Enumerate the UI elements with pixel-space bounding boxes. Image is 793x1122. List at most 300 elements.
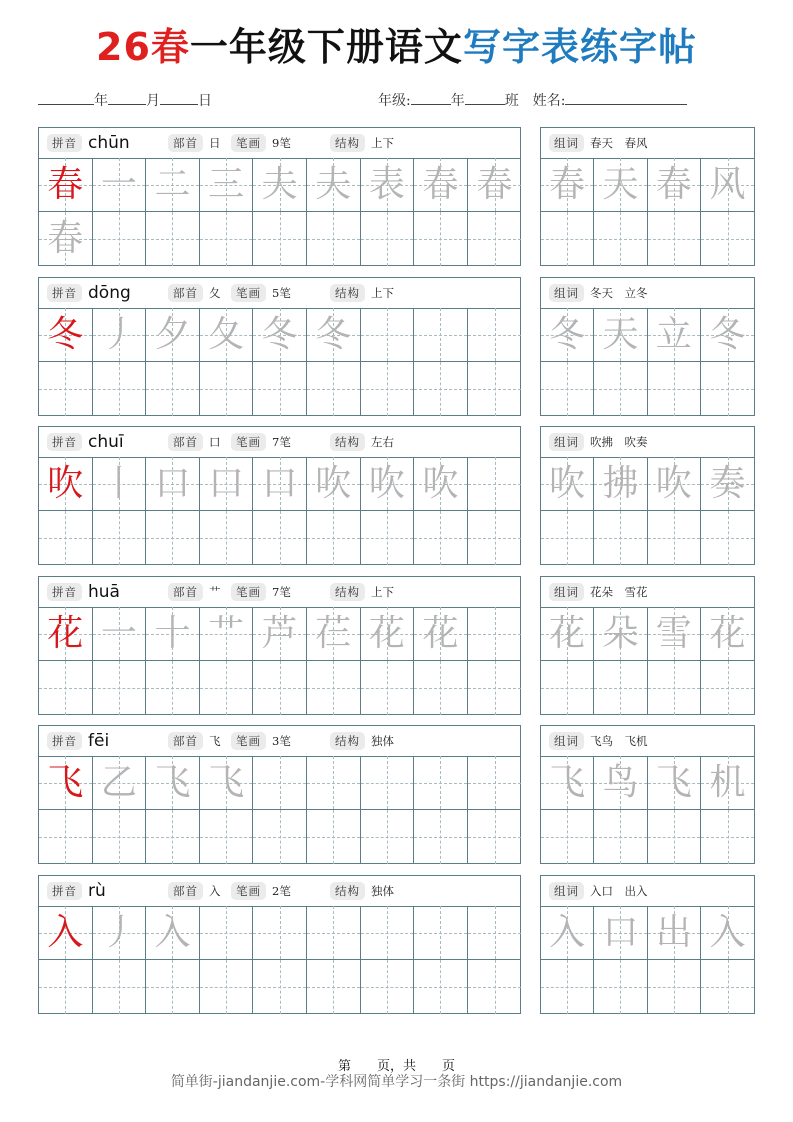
year-label: 年 — [94, 93, 108, 109]
word-writing-cell[interactable] — [541, 511, 594, 565]
trace-character: 表 — [368, 163, 405, 205]
writing-cell[interactable] — [39, 661, 93, 715]
radical-value: 飞 — [209, 734, 221, 748]
writing-cell[interactable] — [361, 158, 415, 212]
writing-cell[interactable] — [93, 607, 147, 661]
word-writing-cell[interactable] — [648, 756, 701, 810]
word-writing-cell[interactable] — [648, 308, 701, 362]
model-character: 入 — [47, 911, 84, 953]
writing-cell[interactable] — [39, 607, 93, 661]
pinyin-label: 拼音 — [47, 134, 82, 152]
word-writing-cell[interactable] — [701, 457, 754, 511]
writing-cell[interactable] — [307, 457, 361, 511]
word-writing-cell[interactable] — [594, 308, 647, 362]
pinyin-label: 拼音 — [47, 583, 82, 601]
character-block — [38, 576, 521, 715]
trace-character: 飞 — [655, 761, 692, 803]
writing-cell[interactable] — [361, 906, 415, 960]
radical-label: 部首 — [168, 732, 203, 750]
writing-cell[interactable] — [93, 457, 147, 511]
trace-character: 机 — [709, 761, 746, 803]
writing-cell[interactable] — [307, 906, 361, 960]
writing-cell[interactable] — [146, 511, 200, 565]
writing-cell[interactable] — [93, 511, 147, 565]
trace-character: 奏 — [709, 462, 746, 504]
writing-cell[interactable] — [93, 960, 147, 1014]
strokes-value: 7笔 — [272, 585, 291, 599]
trace-character: 夫 — [315, 163, 352, 205]
words-label: 组词 — [549, 284, 584, 302]
words-value: 入口 出入 — [590, 884, 648, 898]
writing-cell[interactable] — [414, 661, 468, 715]
words-grid — [541, 457, 754, 565]
writing-cell[interactable] — [253, 362, 307, 416]
word-writing-cell[interactable] — [648, 212, 701, 266]
words-label: 组词 — [549, 433, 584, 451]
word-writing-cell[interactable] — [648, 810, 701, 864]
pinyin-value: fēi — [88, 731, 110, 751]
strokes-label: 笔画 — [231, 134, 266, 152]
word-writing-cell[interactable] — [701, 362, 754, 416]
trace-character: 花 — [368, 612, 405, 654]
strokes-label: 笔画 — [231, 284, 266, 302]
strokes-label: 笔画 — [231, 732, 266, 750]
trace-character: 春 — [655, 163, 692, 205]
word-writing-cell[interactable] — [541, 661, 594, 715]
writing-cell[interactable] — [468, 607, 522, 661]
trace-character: 一 — [100, 612, 137, 654]
words-value: 飞鸟 飞机 — [590, 734, 648, 748]
writing-cell[interactable] — [93, 308, 147, 362]
words-grid — [541, 756, 754, 864]
words-header — [541, 128, 754, 159]
words-grid — [541, 308, 754, 416]
trace-character: 夫 — [261, 163, 298, 205]
character-block — [38, 426, 521, 565]
word-writing-cell[interactable] — [594, 212, 647, 266]
word-writing-cell[interactable] — [648, 960, 701, 1014]
writing-cell[interactable] — [93, 158, 147, 212]
trace-character: 冬 — [549, 313, 586, 355]
writing-cell[interactable] — [468, 810, 522, 864]
writing-cell[interactable] — [361, 308, 415, 362]
word-writing-cell[interactable] — [594, 607, 647, 661]
writing-cell[interactable] — [93, 810, 147, 864]
writing-cell[interactable] — [93, 756, 147, 810]
writing-cell[interactable] — [253, 308, 307, 362]
words-label: 组词 — [549, 732, 584, 750]
radical-value: 艹 — [209, 585, 221, 599]
radical-value: 入 — [209, 884, 221, 898]
site-footer: 简单街-jiandanjie.com-学科网简单学习一条街 https://jiandanjie.com — [170, 1074, 623, 1090]
writing-cell[interactable] — [146, 308, 200, 362]
pinyin-value: rù — [88, 881, 106, 901]
pinyin-value: chuī — [88, 432, 124, 452]
words-grid — [541, 158, 754, 266]
grade-blank[interactable] — [411, 90, 451, 105]
writing-cell[interactable] — [253, 607, 307, 661]
day-blank[interactable] — [160, 90, 198, 105]
writing-cell[interactable] — [307, 756, 361, 810]
word-writing-cell[interactable] — [541, 308, 594, 362]
strokes-value: 5笔 — [272, 286, 291, 300]
writing-cell[interactable] — [361, 457, 415, 511]
trace-character: 十 — [154, 612, 191, 654]
word-writing-cell[interactable] — [701, 810, 754, 864]
trace-character: 天 — [602, 163, 639, 205]
writing-cell[interactable] — [468, 756, 522, 810]
writing-cell[interactable] — [200, 906, 254, 960]
writing-cell[interactable] — [253, 661, 307, 715]
word-writing-cell[interactable] — [541, 457, 594, 511]
trace-character: 吹 — [549, 462, 586, 504]
trace-character: 吹 — [315, 462, 352, 504]
writing-cell[interactable] — [253, 158, 307, 212]
writing-cell[interactable] — [93, 362, 147, 416]
writing-cell[interactable] — [361, 661, 415, 715]
writing-grid — [39, 457, 521, 565]
trace-character: 二 — [154, 163, 191, 205]
writing-cell[interactable] — [146, 756, 200, 810]
writing-cell[interactable] — [414, 810, 468, 864]
writing-cell[interactable] — [414, 607, 468, 661]
trace-character: 丿 — [100, 313, 137, 355]
writing-cell[interactable] — [361, 810, 415, 864]
trace-character: 乙 — [100, 761, 137, 803]
writing-cell[interactable] — [253, 511, 307, 565]
trace-character: 花 — [422, 612, 459, 654]
writing-cell[interactable] — [307, 810, 361, 864]
words-block — [540, 576, 755, 715]
writing-cell[interactable] — [361, 960, 415, 1014]
word-writing-cell[interactable] — [594, 810, 647, 864]
writing-cell[interactable] — [253, 756, 307, 810]
pinyin-label: 拼音 — [47, 284, 82, 302]
writing-cell[interactable] — [414, 212, 468, 266]
trace-character: 春 — [476, 163, 513, 205]
trace-character: 艹 — [208, 612, 245, 654]
trace-character: 冬 — [261, 313, 298, 355]
writing-cell[interactable] — [93, 212, 147, 266]
name-blank[interactable] — [565, 90, 687, 105]
word-writing-cell[interactable] — [594, 756, 647, 810]
writing-cell[interactable] — [253, 906, 307, 960]
writing-cell[interactable] — [307, 158, 361, 212]
writing-grid — [39, 756, 521, 864]
writing-cell[interactable] — [93, 906, 147, 960]
trace-character: 入 — [709, 911, 746, 953]
writing-cell[interactable] — [307, 661, 361, 715]
writing-cell[interactable] — [468, 362, 522, 416]
words-value: 吹拂 吹奏 — [590, 435, 648, 449]
strokes-label: 笔画 — [231, 583, 266, 601]
model-character: 花 — [47, 612, 84, 654]
word-writing-cell[interactable] — [701, 158, 754, 212]
word-writing-cell[interactable] — [701, 960, 754, 1014]
writing-cell[interactable] — [307, 511, 361, 565]
trace-character: 丨 — [100, 462, 137, 504]
word-writing-cell[interactable] — [594, 511, 647, 565]
trace-character: 丿 — [100, 911, 137, 953]
writing-cell[interactable] — [307, 607, 361, 661]
strokes-label: 笔画 — [231, 882, 266, 900]
trace-character: 三 — [208, 163, 245, 205]
writing-cell[interactable] — [146, 457, 200, 511]
word-writing-cell[interactable] — [701, 511, 754, 565]
words-value: 春天 春风 — [590, 136, 648, 150]
writing-cell[interactable] — [39, 158, 93, 212]
writing-cell[interactable] — [414, 457, 468, 511]
character-block — [38, 127, 521, 266]
writing-cell[interactable] — [307, 960, 361, 1014]
trace-character: 冬 — [315, 313, 352, 355]
trace-character: 芦 — [261, 612, 298, 654]
word-writing-cell[interactable] — [594, 661, 647, 715]
day-label: 日 — [198, 93, 212, 109]
trace-character: 夕 — [154, 313, 191, 355]
model-character: 春 — [47, 163, 84, 205]
writing-cell[interactable] — [307, 212, 361, 266]
writing-grid — [39, 158, 521, 266]
radical-label: 部首 — [168, 433, 203, 451]
words-block — [540, 725, 755, 864]
words-value: 冬天 立冬 — [590, 286, 648, 300]
writing-cell[interactable] — [200, 511, 254, 565]
trace-character: 冬 — [709, 313, 746, 355]
trace-character: 口 — [602, 911, 639, 953]
word-writing-cell[interactable] — [648, 158, 701, 212]
writing-cell[interactable] — [39, 906, 93, 960]
title-subject: 写字表练字帖 — [462, 25, 697, 69]
structure-value: 左右 — [371, 435, 394, 449]
writing-cell[interactable] — [361, 607, 415, 661]
word-writing-cell[interactable] — [701, 212, 754, 266]
word-writing-cell[interactable] — [594, 960, 647, 1014]
writing-cell[interactable] — [253, 212, 307, 266]
character-info-header — [39, 577, 520, 608]
year-blank[interactable] — [38, 90, 94, 105]
radical-label: 部首 — [168, 284, 203, 302]
structure-value: 独体 — [371, 734, 394, 748]
structure-label: 结构 — [330, 433, 365, 451]
writing-cell[interactable] — [361, 756, 415, 810]
writing-cell[interactable] — [39, 756, 93, 810]
writing-cell[interactable] — [146, 362, 200, 416]
radical-label: 部首 — [168, 134, 203, 152]
word-writing-cell[interactable] — [541, 756, 594, 810]
word-writing-cell[interactable] — [541, 362, 594, 416]
trace-character: 朵 — [602, 612, 639, 654]
word-writing-cell[interactable] — [701, 308, 754, 362]
word-writing-cell[interactable] — [701, 661, 754, 715]
month-label: 月 — [146, 93, 160, 109]
trace-character: 入 — [549, 911, 586, 953]
trace-character: 吹 — [655, 462, 692, 504]
writing-cell[interactable] — [200, 607, 254, 661]
word-writing-cell[interactable] — [648, 457, 701, 511]
writing-cell[interactable] — [414, 362, 468, 416]
words-block — [540, 277, 755, 416]
writing-cell[interactable] — [468, 308, 522, 362]
writing-cell[interactable] — [414, 308, 468, 362]
writing-cell[interactable] — [146, 158, 200, 212]
structure-value: 上下 — [371, 585, 394, 599]
writing-cell[interactable] — [39, 810, 93, 864]
writing-cell[interactable] — [39, 511, 93, 565]
writing-cell[interactable] — [307, 308, 361, 362]
writing-cell[interactable] — [200, 960, 254, 1014]
word-writing-cell[interactable] — [541, 906, 594, 960]
writing-cell[interactable] — [468, 511, 522, 565]
writing-grid — [39, 906, 521, 1014]
strokes-value: 7笔 — [272, 435, 291, 449]
words-header — [541, 278, 754, 309]
writing-cell[interactable] — [414, 906, 468, 960]
word-writing-cell[interactable] — [541, 158, 594, 212]
writing-cell[interactable] — [146, 906, 200, 960]
trace-character: 春 — [422, 163, 459, 205]
trace-character: 春 — [47, 218, 84, 259]
word-writing-cell[interactable] — [648, 362, 701, 416]
writing-cell[interactable] — [468, 457, 522, 511]
writing-cell[interactable] — [146, 810, 200, 864]
writing-cell[interactable] — [146, 212, 200, 266]
word-writing-cell[interactable] — [701, 756, 754, 810]
trace-character: 一 — [100, 163, 137, 205]
trace-character: 飞 — [208, 761, 245, 803]
writing-cell[interactable] — [468, 212, 522, 266]
writing-cell[interactable] — [361, 511, 415, 565]
word-writing-cell[interactable] — [594, 158, 647, 212]
writing-cell[interactable] — [468, 906, 522, 960]
writing-cell[interactable] — [200, 457, 254, 511]
writing-grid — [39, 607, 521, 715]
writing-cell[interactable] — [200, 661, 254, 715]
structure-value: 上下 — [371, 136, 394, 150]
words-value: 花朵 雪花 — [590, 585, 648, 599]
word-writing-cell[interactable] — [648, 906, 701, 960]
word-writing-cell[interactable] — [648, 511, 701, 565]
writing-cell[interactable] — [200, 158, 254, 212]
word-writing-cell[interactable] — [594, 457, 647, 511]
words-header — [541, 427, 754, 458]
structure-label: 结构 — [330, 284, 365, 302]
pinyin-value: dōng — [88, 283, 131, 303]
trace-character: 天 — [602, 313, 639, 355]
strokes-value: 3笔 — [272, 734, 291, 748]
pinyin-label: 拼音 — [47, 732, 82, 750]
word-writing-cell[interactable] — [701, 906, 754, 960]
writing-cell[interactable] — [361, 212, 415, 266]
structure-value: 上下 — [371, 286, 394, 300]
writing-cell[interactable] — [39, 960, 93, 1014]
trace-character: 鸟 — [602, 761, 639, 803]
writing-cell[interactable] — [200, 810, 254, 864]
writing-cell[interactable] — [200, 308, 254, 362]
word-writing-cell[interactable] — [541, 960, 594, 1014]
trace-character: 口 — [154, 462, 191, 504]
writing-cell[interactable] — [39, 308, 93, 362]
writing-cell[interactable] — [39, 457, 93, 511]
radical-value: 口 — [209, 435, 221, 449]
model-character: 吹 — [47, 462, 84, 504]
writing-cell[interactable] — [468, 960, 522, 1014]
writing-cell[interactable] — [468, 661, 522, 715]
words-header — [541, 577, 754, 608]
word-writing-cell[interactable] — [701, 607, 754, 661]
trace-character: 吹 — [422, 462, 459, 504]
month-blank[interactable] — [108, 90, 146, 105]
writing-cell[interactable] — [468, 158, 522, 212]
character-info-header — [39, 726, 520, 757]
writing-cell[interactable] — [39, 362, 93, 416]
writing-cell[interactable] — [307, 362, 361, 416]
trace-character: 芢 — [315, 612, 352, 654]
writing-cell[interactable] — [414, 960, 468, 1014]
strokes-label: 笔画 — [231, 433, 266, 451]
name-label: 姓名: — [532, 93, 566, 109]
character-info-header — [39, 876, 520, 907]
writing-cell[interactable] — [361, 362, 415, 416]
character-block — [38, 277, 521, 416]
writing-cell[interactable] — [39, 212, 93, 266]
structure-label: 结构 — [330, 583, 365, 601]
writing-cell[interactable] — [146, 607, 200, 661]
writing-cell[interactable] — [414, 511, 468, 565]
word-writing-cell[interactable] — [594, 362, 647, 416]
word-writing-cell[interactable] — [541, 212, 594, 266]
model-character: 冬 — [47, 313, 84, 355]
radical-label: 部首 — [168, 882, 203, 900]
word-writing-cell[interactable] — [541, 607, 594, 661]
pinyin-value: chūn — [88, 133, 130, 153]
word-writing-cell[interactable] — [648, 607, 701, 661]
writing-cell[interactable] — [253, 960, 307, 1014]
writing-cell[interactable] — [146, 960, 200, 1014]
trace-character: 雪 — [655, 612, 692, 654]
writing-cell[interactable] — [253, 810, 307, 864]
strokes-value: 2笔 — [272, 884, 291, 898]
pinyin-label: 拼音 — [47, 433, 82, 451]
trace-character: 花 — [709, 612, 746, 654]
model-character: 飞 — [47, 761, 84, 803]
word-writing-cell[interactable] — [648, 661, 701, 715]
radical-value: 夂 — [209, 286, 221, 300]
words-label: 组词 — [549, 134, 584, 152]
structure-label: 结构 — [330, 882, 365, 900]
word-writing-cell[interactable] — [594, 906, 647, 960]
writing-cell[interactable] — [414, 158, 468, 212]
trace-character: 入 — [154, 911, 191, 953]
words-header — [541, 726, 754, 757]
trace-character: 吹 — [368, 462, 405, 504]
writing-cell[interactable] — [200, 212, 254, 266]
word-writing-cell[interactable] — [541, 810, 594, 864]
trace-character: 口 — [208, 462, 245, 504]
writing-cell[interactable] — [200, 756, 254, 810]
writing-cell[interactable] — [253, 457, 307, 511]
writing-cell[interactable] — [200, 362, 254, 416]
writing-cell[interactable] — [414, 756, 468, 810]
character-block — [38, 725, 521, 864]
writing-cell[interactable] — [93, 661, 147, 715]
trace-character: 飞 — [154, 761, 191, 803]
grade-label: 年级: — [378, 93, 411, 109]
character-info-header — [39, 128, 520, 159]
trace-character: 拂 — [602, 462, 639, 504]
writing-cell[interactable] — [146, 661, 200, 715]
class-blank[interactable] — [465, 90, 505, 105]
